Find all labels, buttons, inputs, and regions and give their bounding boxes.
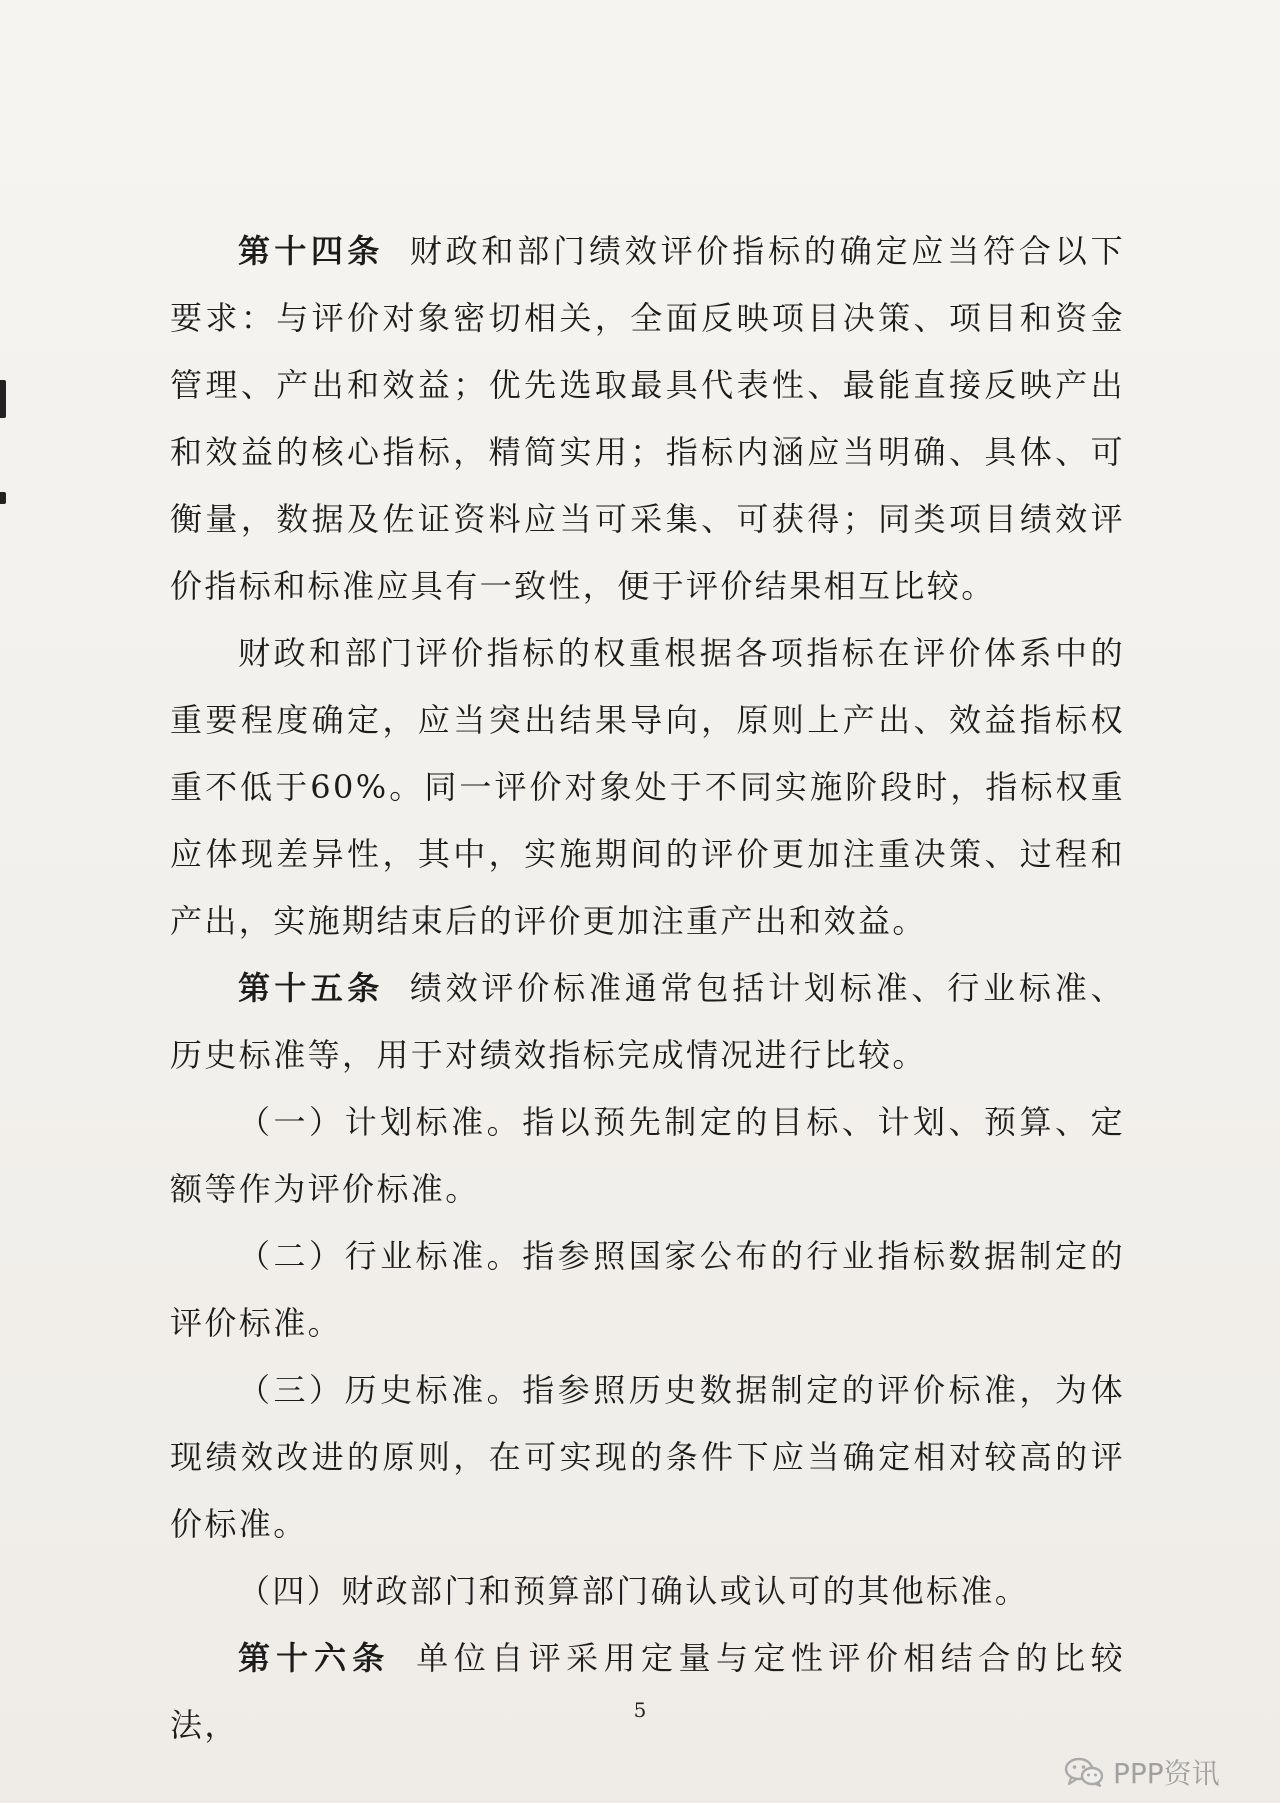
page-number: 5 bbox=[633, 1698, 647, 1722]
paragraph-article-15 bbox=[170, 955, 1125, 1089]
article-heading: 第十五条 bbox=[238, 969, 384, 1007]
article-heading: 第十四条 bbox=[238, 232, 384, 270]
paragraph-text: （一）计划标准。指以预先制定的目标、计划、预算、定额等作为评价标准。 bbox=[170, 1103, 1125, 1208]
article-heading: 第十六条 bbox=[238, 1639, 391, 1677]
wechat-logo-icon bbox=[1063, 1757, 1105, 1787]
paragraph-text: 单位自评采用定量与定性评价相结合的比较法， bbox=[170, 1639, 1125, 1744]
scan-edge-mark bbox=[0, 380, 6, 418]
paragraph-article-16 bbox=[170, 1625, 1125, 1759]
watermark-text: PPP资讯 bbox=[1113, 1757, 1220, 1790]
paragraph-text: 财政和部门绩效评价指标的确定应当符合以下要求：与评价对象密切相关，全面反映项目决策、项目和资金管理、产出和效益；优先选取最具代表性、最能直接反映产出和效益的核心指标，精简实用；指标内涵应当明确、具体、可衡量，数据及佐证资料应当可采集、可获得；同类项目绩效评价指标和标准应具有一致性，便于评价结果相互比较。 bbox=[170, 232, 1125, 605]
scan-edge-mark bbox=[0, 492, 6, 504]
paragraph-text: 财政和部门评价指标的权重根据各项指标在评价体系中的重要程度确定，应当突出结果导向，原则上产出、效益指标权重不低于60%。同一评价对象处于不同实施阶段时，指标权重应体现差异性，其中，实施期间的评价更加注重决策、过程和产出，实施期结束后的评价更加注重产出和效益。 bbox=[170, 634, 1125, 940]
paragraph-industry-standard bbox=[170, 1223, 1125, 1357]
paragraph-text: （四）财政部门和预算部门确认或认可的其他标准。 bbox=[238, 1572, 1030, 1610]
paragraph-other-standard bbox=[170, 1558, 1125, 1625]
paragraph-text: （三）历史标准。指参照历史数据制定的评价标准，为体现绩效改进的原则，在可实现的条件下应当确定相对较高的评价标准。 bbox=[170, 1371, 1125, 1543]
paragraph-weights bbox=[170, 620, 1125, 955]
watermark bbox=[1063, 1752, 1220, 1792]
paragraph-plan-standard bbox=[170, 1089, 1125, 1223]
paragraph-text: （二）行业标准。指参照国家公布的行业指标数据制定的评价标准。 bbox=[170, 1237, 1125, 1342]
document-body bbox=[170, 218, 1125, 1759]
paragraph-historical-standard bbox=[170, 1357, 1125, 1558]
paragraph-article-14 bbox=[170, 218, 1125, 620]
paragraph-text: 绩效评价标准通常包括计划标准、行业标准、历史标准等，用于对绩效指标完成情况进行比较。 bbox=[170, 969, 1125, 1074]
